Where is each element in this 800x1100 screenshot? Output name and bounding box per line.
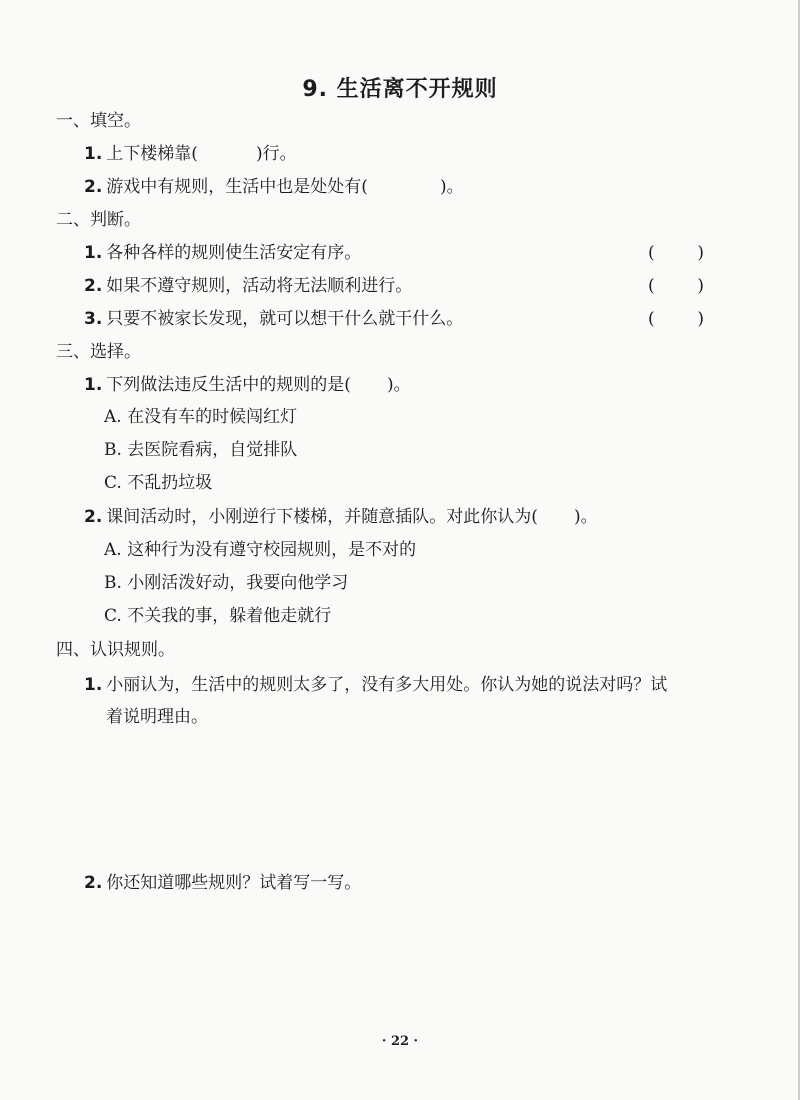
answer-area-2[interactable] xyxy=(84,906,724,1016)
question-number: 2. xyxy=(84,873,103,893)
section-2-heading: 二、判断。 xyxy=(56,210,141,230)
question-text-end: )行。 xyxy=(255,144,297,164)
judge-question-1 xyxy=(84,242,361,264)
question-text: 只要不被家长发现，就可以想干什么就干什么。 xyxy=(106,309,464,329)
judge-answer-box-2[interactable] xyxy=(648,275,704,297)
question-text: 游戏中有规则，生活中也是处处有( xyxy=(106,177,368,197)
judge-answer-box-1[interactable] xyxy=(648,242,704,264)
choice-option[interactable]: C. 不关我的事，躲着他走就行 xyxy=(104,606,332,626)
choice-option[interactable]: B. 小刚活泼好动，我要向他学习 xyxy=(104,573,349,593)
judge-question-2 xyxy=(84,275,412,297)
question-text: 上下楼梯靠( xyxy=(106,144,198,164)
section-3-heading: 三、选择。 xyxy=(56,342,141,362)
choice-option[interactable]: B. 去医院看病，自觉排队 xyxy=(104,440,298,460)
choice-option[interactable]: A. 这种行为没有遵守校园规则，是不对的 xyxy=(104,540,417,560)
question-number: 2. xyxy=(84,276,103,296)
paren-close: ) xyxy=(697,243,704,263)
page-number: · 22 · xyxy=(381,1034,419,1049)
choice-question-2 xyxy=(84,506,598,528)
answer-area-1[interactable] xyxy=(84,740,724,860)
open-question-1 xyxy=(84,674,667,696)
question-number: 1. xyxy=(84,675,103,695)
page-title: 9. 生活离不开规则 xyxy=(302,77,498,102)
judge-answer-box-3[interactable] xyxy=(648,308,704,330)
choice-question-1 xyxy=(84,374,411,396)
choice-option[interactable]: C. 不乱扔垃圾 xyxy=(104,473,213,493)
judge-question-3 xyxy=(84,308,463,330)
question-text-end: )。 xyxy=(439,177,464,197)
question-text-continued: 着说明理由。 xyxy=(106,707,208,727)
fill-question-1 xyxy=(84,143,297,165)
question-text: 小丽认为，生活中的规则太多了，没有多大用处。你认为她的说法对吗？试 xyxy=(106,675,668,695)
section-4-heading: 四、认识规则。 xyxy=(56,640,175,660)
question-text-end: )。 xyxy=(386,375,411,395)
open-question-2 xyxy=(84,872,361,894)
paren-close: ) xyxy=(697,276,704,296)
paren-open: ( xyxy=(648,243,655,263)
question-text: 课间活动时，小刚逆行下楼梯，并随意插队。对此你认为( xyxy=(106,507,538,527)
question-number: 1. xyxy=(84,243,103,263)
question-number: 1. xyxy=(84,144,103,164)
question-number: 1. xyxy=(84,375,103,395)
fill-question-2 xyxy=(84,176,464,198)
question-text-end: )。 xyxy=(573,507,598,527)
question-text: 下列做法违反生活中的规则的是( xyxy=(106,375,351,395)
question-text: 如果不遵守规则，活动将无法顺利进行。 xyxy=(106,276,413,296)
choice-option[interactable]: A. 在没有车的时候闯红灯 xyxy=(104,407,298,427)
paren-close: ) xyxy=(697,309,704,329)
paren-open: ( xyxy=(648,276,655,296)
question-number: 3. xyxy=(84,309,103,329)
question-text: 你还知道哪些规则？试着写一写。 xyxy=(106,873,362,893)
question-number: 2. xyxy=(84,177,103,197)
question-text: 各种各样的规则使生活安定有序。 xyxy=(106,243,362,263)
question-number: 2. xyxy=(84,507,103,527)
section-1-heading: 一、填空。 xyxy=(56,111,141,131)
paren-open: ( xyxy=(648,309,655,329)
